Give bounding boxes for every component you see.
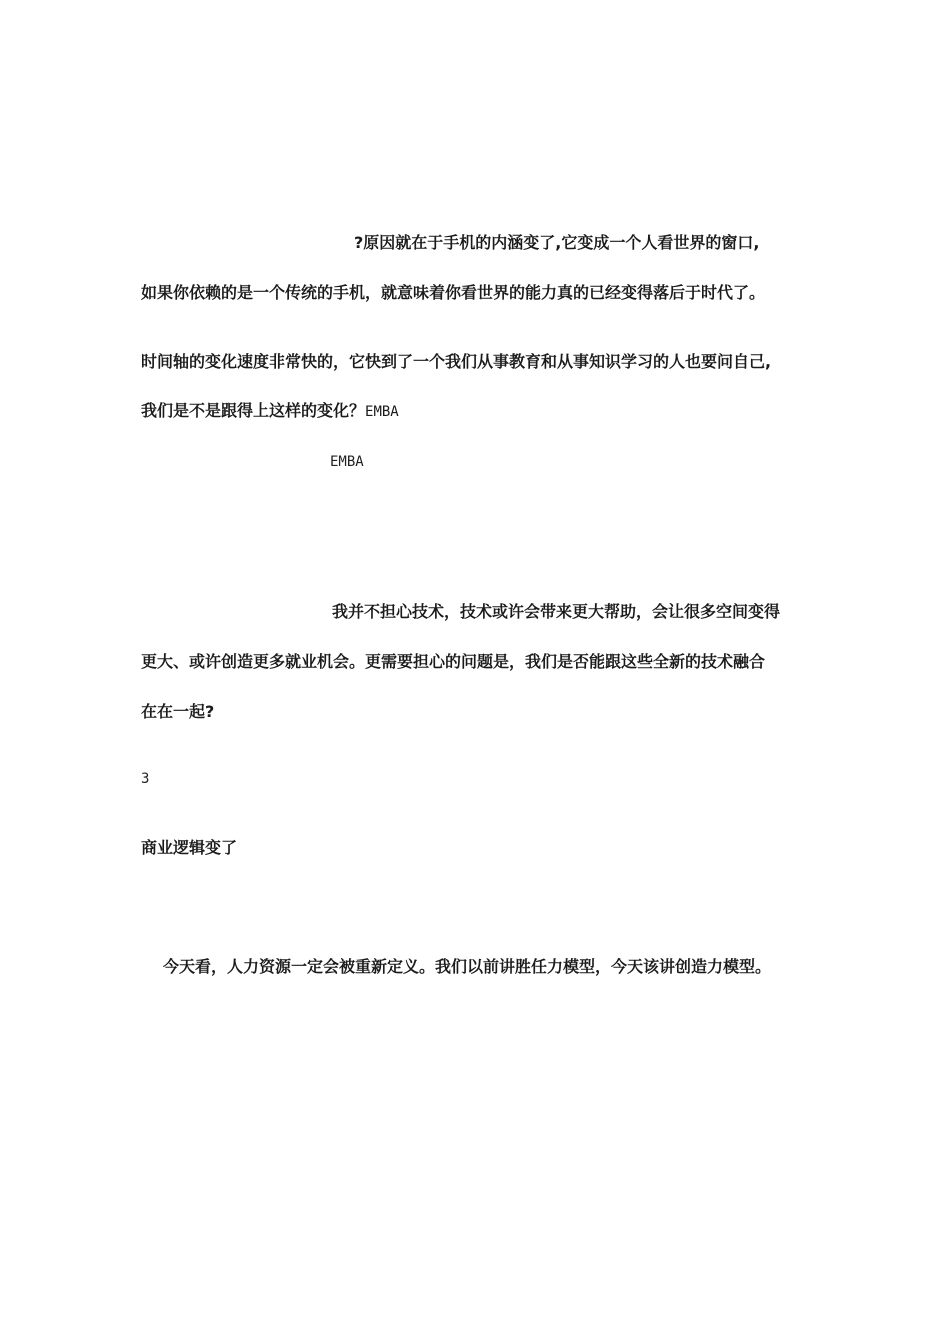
paragraph-1-line-2: 如果你依赖的是一个传统的手机，就意味着你看世界的能力真的已经变得落后于时代了。 — [141, 283, 766, 302]
paragraph-2-line-2-text: 我们是不是跟得上这样的变化？ — [141, 401, 366, 420]
standalone-label: EMBA — [330, 454, 364, 470]
paragraph-3-line-2: 更大、或许创造更多就业机会。更需要担心的问题是，我们是否能跟这些全新的技术融合 — [141, 652, 766, 671]
paragraph-4: 今天看，人力资源一定会被重新定义。我们以前讲胜任力模型，今天该讲创造力模型。 — [163, 957, 772, 976]
paragraph-2-line-2 — [141, 401, 399, 422]
section-number: 3 — [141, 771, 150, 787]
section-heading: 商业逻辑变了 — [141, 838, 238, 857]
paragraph-3-line-1: 我并不担心技术，技术或许会带来更大帮助，会让很多空间变得 — [332, 602, 781, 621]
paragraph-2-line-2-suffix: EMBA — [365, 404, 399, 420]
paragraph-1-line-1: ?原因就在于手机的内涵变了,它变成一个人看世界的窗口, — [354, 233, 760, 252]
paragraph-2-line-1: 时间轴的变化速度非常快的，它快到了一个我们从事教育和从事知识学习的人也要问自己, — [141, 352, 772, 371]
paragraph-3-line-3: 在在一起? — [141, 702, 215, 721]
